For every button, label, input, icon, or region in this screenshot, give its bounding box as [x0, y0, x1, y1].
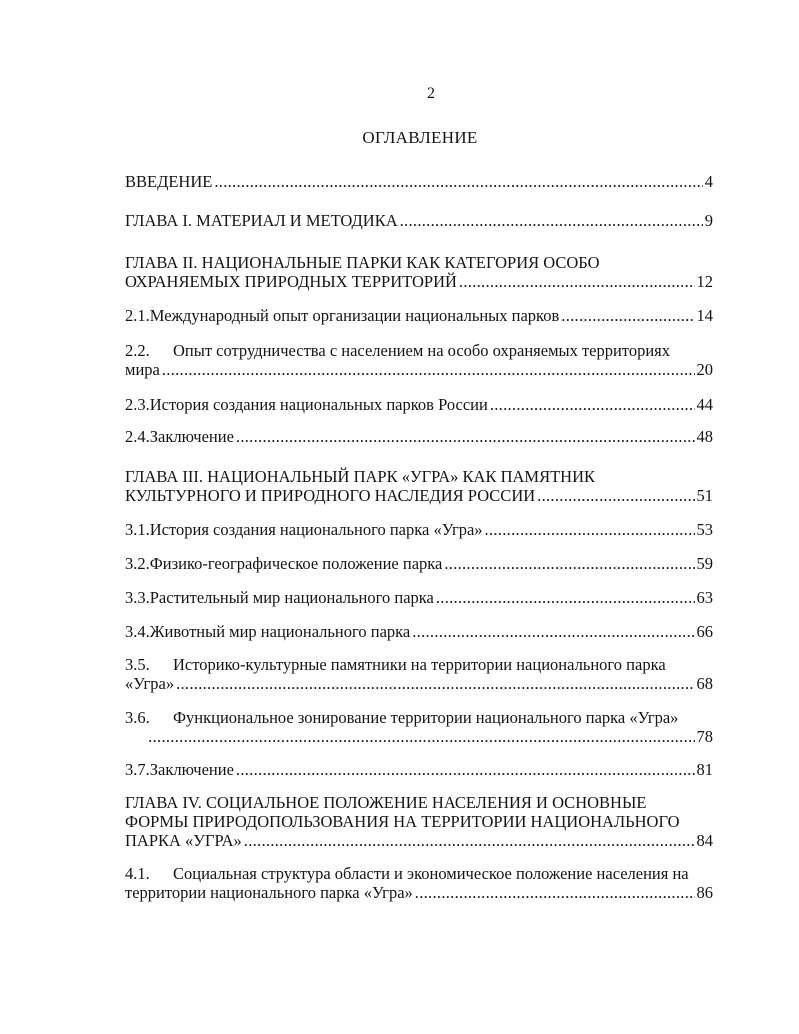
- toc-entry-chapter-4[interactable]: [125, 793, 713, 850]
- entry-page: 4: [704, 172, 713, 191]
- entry-page: 84: [696, 831, 713, 850]
- entry-number: 3.1.: [125, 520, 150, 539]
- entry-title: Физико-географическое положение парка: [149, 554, 443, 573]
- entry-title: Растительный мир национального парка: [149, 588, 434, 607]
- entry-page: 59: [696, 554, 713, 573]
- toc-entry-3-5[interactable]: [125, 655, 713, 693]
- entry-number: 2.4.: [125, 427, 150, 446]
- entry-title-line: ГЛАВА III. НАЦИОНАЛЬНЫЙ ПАРК «УГРА» КАК ПАМЯТНИК: [125, 467, 596, 486]
- entry-page: 9: [704, 211, 713, 230]
- entry-page: 51: [696, 486, 713, 505]
- entry-title: История создания национальных парков России: [149, 395, 488, 414]
- entry-title-line: «Угра»: [125, 674, 175, 693]
- toc-entry-2-2[interactable]: [125, 341, 713, 379]
- toc-title: ОГЛАВЛЕНИЕ: [362, 128, 478, 147]
- entry-page: 12: [696, 272, 713, 291]
- toc-entry-2-4[interactable]: [125, 427, 713, 446]
- entry-title-line: Функциональное зонирование территории национального парка «Угра»: [173, 708, 679, 727]
- toc-entry-chapter-2[interactable]: [125, 253, 713, 291]
- entry-number: 2.2.: [125, 341, 150, 360]
- toc-entry-3-3[interactable]: [125, 588, 713, 607]
- entry-title-line: Опыт сотрудничества с населением на особо охраняемых территориях: [173, 341, 670, 360]
- entry-title-line: ГЛАВА II. НАЦИОНАЛЬНЫЕ ПАРКИ КАК КАТЕГОРИЯ ОСОБО: [125, 253, 600, 272]
- entry-title-line: Историко-культурные памятники на территории национального парка: [173, 655, 666, 674]
- toc-entry-2-3[interactable]: [125, 395, 713, 414]
- entry-number: 3.3.: [125, 588, 150, 607]
- entry-title-line: ПАРКА «УГРА»: [125, 831, 242, 850]
- entry-number: 3.5.: [125, 655, 150, 674]
- toc-entry-3-2[interactable]: [125, 554, 713, 573]
- entry-number: 2.1.: [125, 306, 150, 325]
- toc-entry-3-7[interactable]: [125, 760, 713, 779]
- entry-number: 3.6.: [125, 708, 150, 727]
- entry-page: 53: [696, 520, 713, 539]
- toc-entry-3-6[interactable]: [125, 708, 713, 746]
- entry-page: 81: [696, 760, 713, 779]
- entry-title-line: ГЛАВА IV. СОЦИАЛЬНОЕ ПОЛОЖЕНИЕ НАСЕЛЕНИЯ И ОСНОВНЫЕ: [125, 793, 647, 812]
- entry-number: 2.3.: [125, 395, 150, 414]
- entry-number: 3.2.: [125, 554, 150, 573]
- toc-entry-4-1[interactable]: [125, 864, 713, 902]
- entry-title: ВВЕДЕНИЕ: [125, 172, 213, 191]
- entry-page: 78: [696, 727, 713, 746]
- toc-entry-chapter-1[interactable]: [125, 211, 713, 230]
- toc-entry-introduction[interactable]: [125, 172, 713, 191]
- page-number: 2: [427, 85, 435, 102]
- entry-page: 63: [696, 588, 713, 607]
- entry-page: 68: [696, 674, 713, 693]
- entry-page: 20: [696, 360, 713, 379]
- entry-page: 66: [696, 622, 713, 641]
- entry-title: ГЛАВА I. МАТЕРИАЛ И МЕТОДИКА: [125, 211, 398, 230]
- entry-page: 44: [696, 395, 713, 414]
- entry-title-line: территории национального парка «Угра»: [125, 883, 413, 902]
- entry-title: Заключение: [149, 427, 234, 446]
- entry-page: 14: [696, 306, 713, 325]
- toc-entry-3-1[interactable]: [125, 520, 713, 539]
- entry-title: Заключение: [149, 760, 234, 779]
- toc-entry-2-1[interactable]: [125, 306, 713, 325]
- entry-title: Международный опыт организации национальных парков: [149, 306, 560, 325]
- toc-entry-chapter-3[interactable]: [125, 467, 713, 505]
- entry-title-line: ФОРМЫ ПРИРОДОПОЛЬЗОВАНИЯ НА ТЕРРИТОРИИ НАЦИОНАЛЬНОГО: [125, 812, 680, 831]
- entry-title: История создания национального парка «Угра»: [149, 520, 483, 539]
- entry-title-line: Социальная структура области и экономическое положение населения на: [173, 864, 689, 883]
- entry-number: 4.1.: [125, 864, 150, 883]
- entry-number: 3.7.: [125, 760, 150, 779]
- entry-number: 3.4.: [125, 622, 150, 641]
- entry-title-line: КУЛЬТУРНОГО И ПРИРОДНОГО НАСЛЕДИЯ РОССИИ: [125, 486, 536, 505]
- entry-page: 86: [696, 883, 713, 902]
- entry-title: Животный мир национального парка: [149, 622, 411, 641]
- entry-title-line: мира: [125, 360, 160, 379]
- entry-page: 48: [696, 427, 713, 446]
- entry-title-line: ОХРАНЯЕМЫХ ПРИРОДНЫХ ТЕРРИТОРИЙ: [125, 272, 457, 291]
- toc-entry-3-4[interactable]: [125, 622, 713, 641]
